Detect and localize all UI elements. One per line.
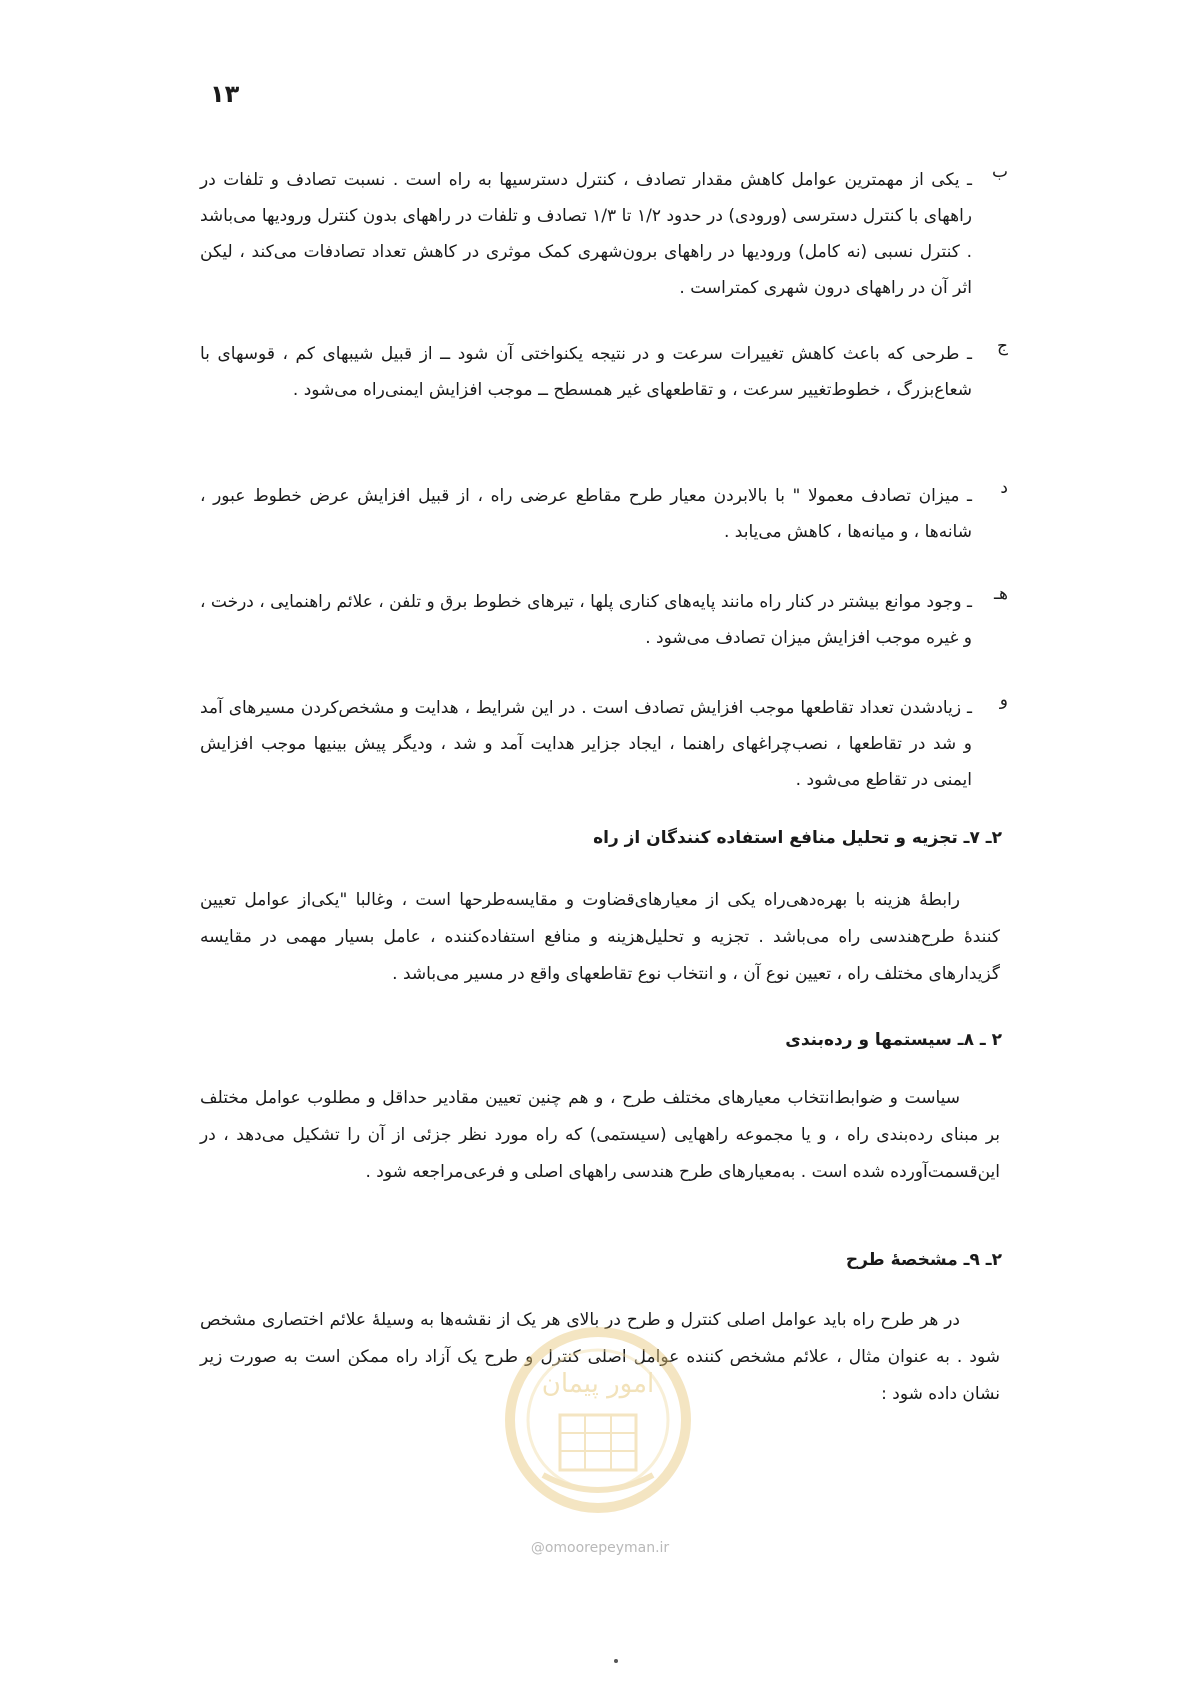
list-item-text: ـ میزان تصادف معمولا " با بالابردن معیار طرح مقاطع عرضی راه ، از قبیل افزایش عرض خطوط عبور ، شانه‌ها ، و میانه‌ها ، کاهش می‌یابد . bbox=[200, 486, 972, 542]
list-item-letter: و bbox=[999, 690, 1008, 710]
section-paragraph: در هر طرح راه باید عوامل اصلی کنترل و طرح در بالای هر یک از نقشه‌ها به وسیله‌ٔ علائم اختصاری مشخص شود . به عنوان مثال ، علائم مشخص کننده عوامل اصلی کنترل و طرح یک آزاد راه ممکن است به صورت زیر نشان داده شود : bbox=[200, 1310, 1000, 1404]
list-item bbox=[200, 690, 1008, 800]
watermark-logo bbox=[498, 1320, 698, 1520]
list-item bbox=[200, 584, 1008, 659]
section-paragraph: سیاست و ضوابط‌انتخاب معیارهای مختلف طرح ، و هم چنین تعیین مقادیر حداقل و مطلوب عوامل مختلف بر مبنای رده‌بندی راه ، و یا مجموعه راههایی (سیستمی) که راه مورد نظر جزئی از آن را تشکیل می‌دهد ، در این‌قسمت‌آورده شده است . به‌معیارهای طرح هندسی راههای اصلی و فرعی‌مراجعه شود . bbox=[200, 1088, 1000, 1182]
list-item-text: ـ وجود موانع بیشتر در کنار راه مانند پایه‌های کناری پلها ، تیرهای خطوط برق و تلفن ، علائم راهنمایی ، درخت ، و غیره موجب افزایش میزان تصادف می‌شود . bbox=[200, 592, 972, 648]
page-number: ۱۳ bbox=[210, 80, 240, 108]
section-heading: ۲ـ ۷ـ تجزیه و تحلیل منافع استفاده کنندگان از راه bbox=[593, 828, 1002, 848]
list-item bbox=[200, 162, 1008, 312]
list-item-text: ـ یکی از مهمترین عوامل کاهش مقدار تصادف ، کنترل دسترسیها به راه است . نسبت تصادف و تلفات در راههای با کنترل دسترسی (ورودی) در حدود ۱/۲ تا ۱/۳ تصادف و تلفات در راههای بدون کنترل ورودیها می‌باشد . کنترل نسبی (نه کامل) ورودیها در راههای برون‌شهری کمک موثری در کاهش تعداد تصادفات می‌کند ، لیکن اثر آن در راههای درون شهری کمتراست . bbox=[200, 170, 973, 298]
list-item-letter: ج bbox=[997, 336, 1008, 356]
list-item bbox=[200, 336, 1008, 446]
watermark-text: امور پیمان bbox=[541, 1369, 655, 1399]
list-item bbox=[200, 478, 1008, 553]
section-paragraph: رابطه‌ٔ هزینه با بهره‌دهی‌راه یکی از معیارهای‌قضاوت و مقایسه‌طرحها است ، وغالبا "یکی‌از عوامل تعیین کننده‌ٔ طرح‌هندسی راه می‌باشد . تجزیه و تحلیل‌هزینه و منافع استفاده‌کننده ، عامل بسیار مهمی در مقایسه گزیدارهای مختلف راه ، تعیین نوع آن ، و انتخاب نوع تقاطعهای واقع در مسیر می‌باشد . bbox=[200, 890, 1000, 984]
list-item-text: ـ زیادشدن تعداد تقاطعها موجب افزایش تصادف است . در این شرایط ، هدایت و مشخص‌کردن مسیرهای آمد و شد در تقاطعها ، نصب‌چراغهای راهنما ، ایجاد جزایر هدایت آمد و شد ، ودیگر پیش بینیها موجب افزایش ایمنی در تقاطع می‌شود . bbox=[200, 698, 972, 790]
list-item-letter: د bbox=[1000, 478, 1008, 498]
list-item-letter: ب bbox=[991, 162, 1008, 182]
section-heading: ۲ـ ۹ـ مشخصه‌ٔ طرح bbox=[845, 1250, 1002, 1270]
section-heading: ۲ ـ ۸ـ سیستمها و رده‌بندی bbox=[785, 1030, 1002, 1050]
scan-dot bbox=[614, 1659, 618, 1663]
watermark-url: @omoorepeyman.ir bbox=[530, 1540, 670, 1556]
list-item-letter: هـ bbox=[994, 584, 1008, 604]
list-item-text: ـ طرحی که باعث کاهش تغییرات سرعت و در نتیجه یکنواختی آن شود ــ از قبیل شیبهای کم ، قوسهای با شعاع‌بزرگ ، خطوط‌تغییر سرعت ، و تقاطعهای غیر همسطح ــ موجب افزایش ایمنی‌راه می‌شود . bbox=[200, 344, 972, 400]
